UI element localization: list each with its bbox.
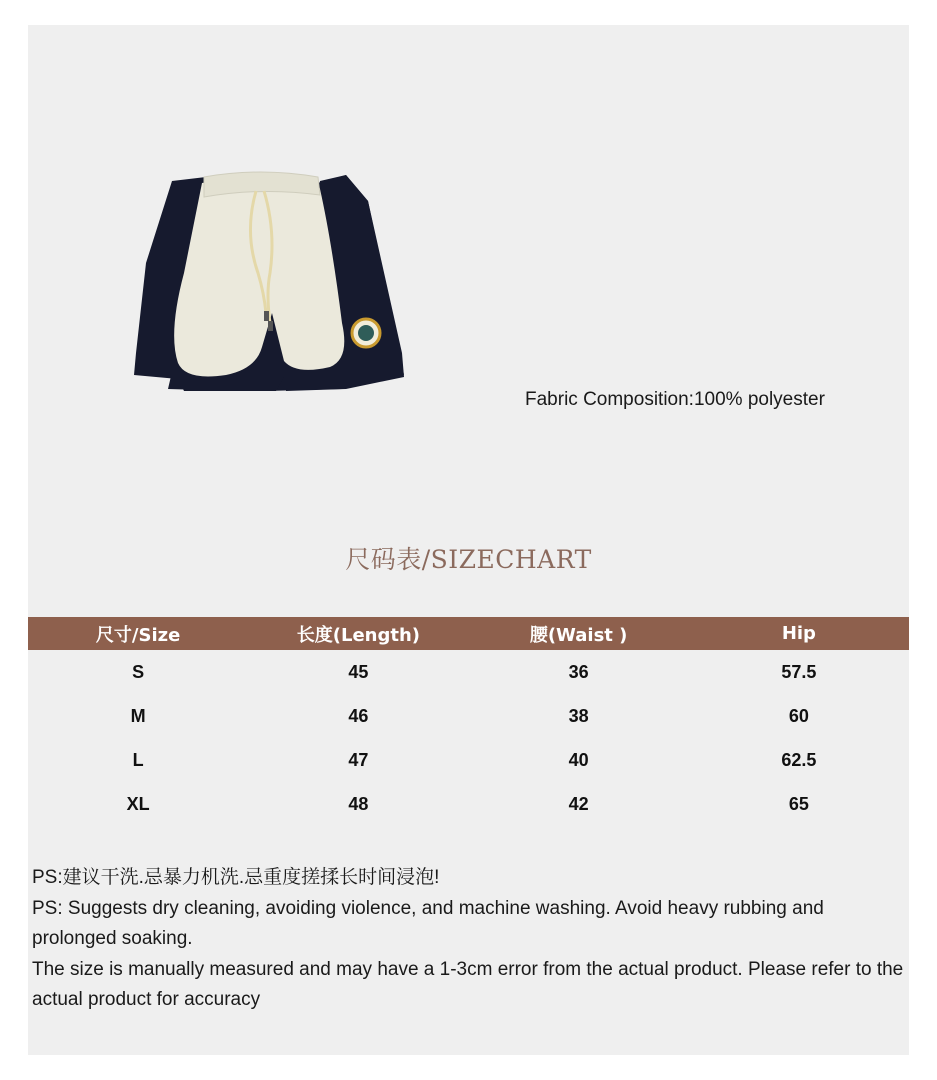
cell-size: XL xyxy=(126,793,150,814)
cell-hip: 62.5 xyxy=(781,749,817,770)
cell-size: M xyxy=(130,705,146,726)
table-row xyxy=(28,694,909,738)
table-row xyxy=(28,782,909,826)
cell-hip: 57.5 xyxy=(781,661,817,682)
table-header-row xyxy=(28,617,909,650)
product-image-shorts xyxy=(106,153,404,391)
cell-waist: 36 xyxy=(568,661,589,682)
cell-waist: 38 xyxy=(568,705,589,726)
cell-length: 47 xyxy=(348,749,369,770)
cell-waist: 40 xyxy=(568,749,589,770)
care-notes xyxy=(32,863,904,1016)
table-row xyxy=(28,650,909,694)
cell-size: S xyxy=(132,661,145,682)
note-english: PS: Suggests dry cleaning, avoiding violence, and machine washing. Avoid heavy rubbing and prolonged soaking. xyxy=(32,897,824,949)
note-size-error: The size is manually measured and may have a 1-3cm error from the actual product. Please refer to the actual product for accuracy xyxy=(32,958,904,1010)
cell-size: L xyxy=(132,749,144,770)
note-chinese: PS:建议干洗.忌暴力机洗.忌重度搓揉长时间浸泡! xyxy=(32,867,440,888)
cell-hip: 60 xyxy=(788,705,809,726)
product-detail-panel xyxy=(28,25,909,1055)
fabric-composition: Fabric Composition:100% polyester xyxy=(525,389,825,410)
header-length: 长度(Length) xyxy=(248,617,468,650)
cell-length: 48 xyxy=(348,793,369,814)
size-chart-table xyxy=(28,617,909,826)
header-size: 尺寸/Size xyxy=(28,617,248,650)
size-chart-title: 尺码表/SIZECHART xyxy=(345,545,592,574)
header-hip: Hip xyxy=(689,617,909,650)
table-row xyxy=(28,738,909,782)
cell-hip: 65 xyxy=(788,793,809,814)
cell-waist: 42 xyxy=(568,793,589,814)
cell-length: 46 xyxy=(348,705,369,726)
cell-length: 45 xyxy=(348,661,369,682)
header-waist: 腰(Waist ) xyxy=(469,617,689,650)
